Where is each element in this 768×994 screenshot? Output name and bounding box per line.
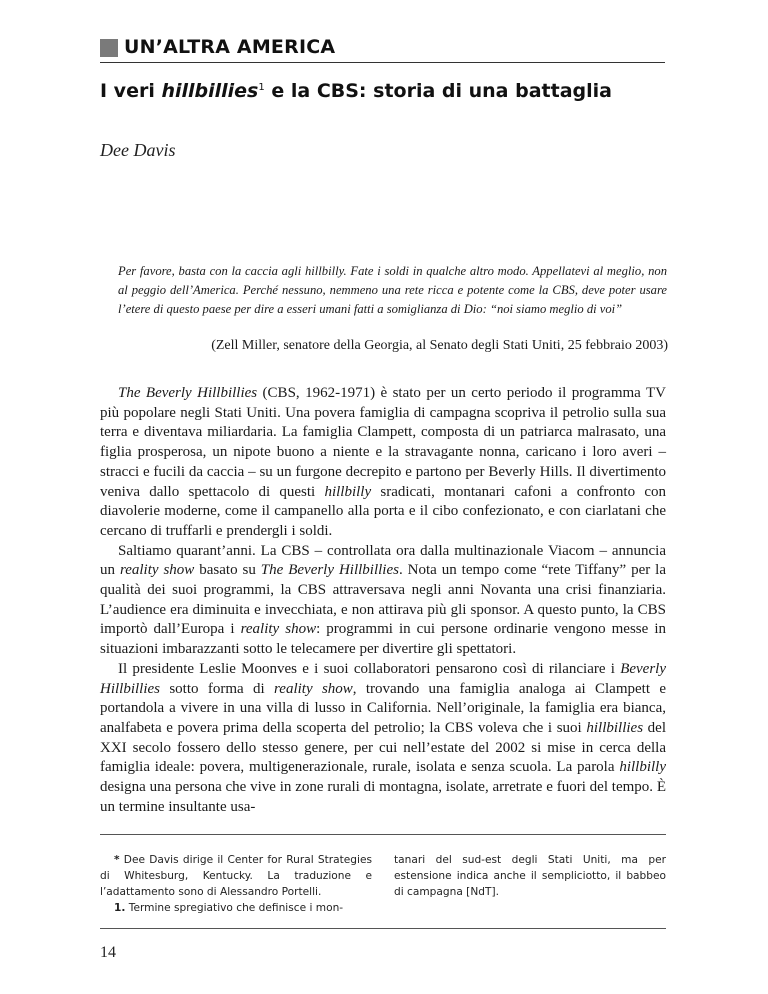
footnote-column-left (100, 852, 372, 916)
section-square-icon (100, 39, 118, 57)
footnote-number: 1. (114, 902, 126, 914)
italic-text: hillbilly (619, 759, 666, 776)
section-rule (100, 62, 665, 63)
text: , trovando una famiglia analoga ai Clampett e portandola a vivere in una villa di lusso in California. Nell’originale, la famiglia era bianca, analfabeta e povera prima della scoperta del petrolio; la CBS voleva che i suoi (100, 680, 666, 736)
italic-text: reality show (274, 680, 353, 697)
text: . Nota un tempo come “rete Tiffany” per la qualità dei suoi programmi, la CBS attraversava negli anni Novanta una crisi finanziaria. L’audience era diminuita e invecchiata, e non attirava più gli sponsor. A questo punto, la CBS importò dall’Europa i (100, 562, 666, 638)
italic-text: hillbillies (586, 719, 644, 736)
section-header (100, 36, 665, 66)
italic-text: The Beverly Hillbillies (260, 562, 399, 579)
footnote-text: Dee Davis dirige il Center for Rural Strategies di Whitesburg, Kentucky. La traduzione e l’adattamento sono di Alessandro Portelli. (100, 854, 372, 898)
text: Saltiamo quarant’anni. La CBS – controllata ora dalla multinazionale Viacom – annuncia un (100, 542, 666, 579)
italic-text: The Beverly Hillbillies (118, 385, 258, 401)
footnote-1 (100, 900, 372, 916)
article-title (100, 80, 700, 102)
italic-text: reality show (240, 621, 317, 638)
paragraph-1 (100, 384, 666, 542)
italic-text: hillbilly (324, 483, 372, 500)
title-pre: I veri (100, 80, 162, 102)
footnote-text: Termine spregiativo che definisce i mon- (125, 902, 344, 914)
text: designa una persona che vive in zone rurali di montagna, isolate, arretrate e fuori del tempo. È un termine insultante usa- (100, 779, 666, 815)
text: Il presidente Leslie Moonves e i suoi collaboratori pensarono così di rilanciare i (118, 660, 621, 677)
italic-text: Beverly Hillbillies (100, 660, 666, 697)
author: Dee Davis (100, 140, 176, 160)
italic-text: reality show (119, 562, 195, 579)
text: : programmi in cui persone ordinarie vengono messe in situazioni imbarazzanti sotto le telecamere per divertire gli spettatori. (100, 621, 666, 658)
footnote-marker: * (114, 854, 120, 866)
page-number: 14 (100, 944, 116, 961)
bottom-rule (100, 928, 666, 929)
title-footnote-ref[interactable]: 1 (258, 82, 265, 93)
footnote-1-continued: tanari del sud-est degli Stati Uniti, ma per estensione indica anche il sempliciotto, il babbeo di campagna [NdT]. (394, 854, 666, 898)
text: sotto forma di (160, 680, 275, 697)
paragraph-3 (100, 660, 666, 818)
epigraph-source: (Zell Miller, senatore della Georgia, al Senato degli Stati Uniti, 25 febbraio 2003) (211, 338, 668, 353)
footnote-rule (100, 834, 666, 835)
text: basato su (194, 562, 261, 579)
text: (CBS, 1962-1971) è stato per un certo periodo il programma TV più popolare negli Stati Uniti. Una povera famiglia di campagna scopriva il petrolio sulla sua terra e diventava miliardaria. La famiglia Clampett, composta di un patriarca malrasato, una figlia prosperosa, un nipote buono a niente e la stravagante nonna, caricano i loro averi – stracci e fucili da caccia – su un furgone decrepito e partono per Beverly Hills. Il divertimento veniva dallo spettacolo di questi (100, 385, 666, 500)
paragraph-2 (100, 542, 666, 660)
footnote-author (100, 852, 372, 900)
text: sradicati, montanari cafoni a confronto con diavolerie moderne, come il campanello alla porta e il cibo confezionato, e con ciarlatani che cercano di truffarli e prendergli i soldi. (100, 483, 666, 539)
text: del XXI secolo fossero dello stesso genere, per cui nell’estate del 2002 si mise in cerca della famiglia ideale: povera, multigenerazionale, rurale, isolata e senza scuola. La parola (100, 719, 667, 776)
title-post: e la CBS: storia di una battaglia (264, 80, 612, 102)
footnote-column-right (394, 852, 666, 900)
section-title: UN’ALTRA AMERICA (124, 36, 336, 58)
article-body (100, 384, 666, 817)
epigraph-quote: Per favore, basta con la caccia agli hillbilly. Fate i soldi in qualche altro modo. Appellatevi al meglio, non al peggio dell’America. Perché nessuno, nemmeno una rete ricca e potente come la CBS, deve poter usare l’etere di questo paese per dire a esseri umani fatti a somiglianza di Dio: “noi siamo meglio di voi” (118, 264, 667, 317)
title-italic: hillbillies (161, 80, 259, 102)
